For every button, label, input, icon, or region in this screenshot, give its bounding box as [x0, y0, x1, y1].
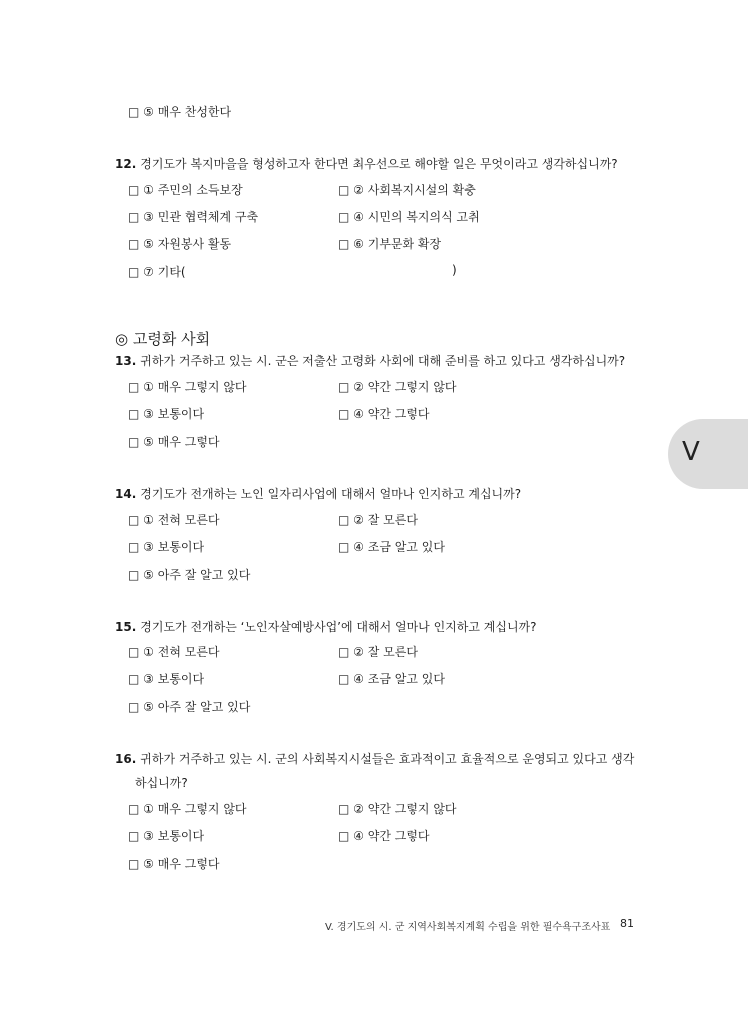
q14-question [115, 485, 521, 502]
q16-option-2[interactable]: □ ② 약간 그렇지 않다 [338, 802, 457, 816]
q14-text: 경기도가 전개하는 노인 일자리사업에 대해서 얼마나 인지하고 계십니까? [140, 487, 522, 501]
q12-question [115, 155, 618, 172]
q14-option-2[interactable]: □ ② 잘 모른다 [338, 513, 418, 527]
section-title-aging-society: ◎ 고령화 사회 [115, 330, 211, 348]
q13-question [115, 352, 625, 369]
q15-option-1[interactable]: □ ① 전혀 모른다 [128, 645, 220, 659]
q12-option-3[interactable]: □ ③ 민관 협력체계 구축 [128, 210, 259, 224]
q12-option-7-close: ) [452, 263, 457, 277]
q12-option-2[interactable]: □ ② 사회복지시설의 확충 [338, 183, 476, 197]
q12-option-7[interactable]: □ ⑦ 기타( [128, 265, 186, 279]
footer-text: V. 경기도의 시. 군 지역사회복지계획 수립을 위한 필수욕구조사표 [325, 922, 611, 933]
q14-option-5[interactable]: □ ⑤ 아주 잘 알고 있다 [128, 568, 251, 582]
q14-option-4[interactable]: □ ④ 조금 알고 있다 [338, 540, 445, 554]
q12-option-1[interactable]: □ ① 주민의 소득보장 [128, 183, 243, 197]
q16-text-continued: 하십니까? [135, 776, 188, 790]
q12-option-4[interactable]: □ ④ 시민의 복지의식 고취 [338, 210, 480, 224]
q13-number: 13. [115, 354, 137, 368]
q15-number: 15. [115, 620, 137, 634]
q13-text: 귀하가 거주하고 있는 시. 군은 저출산 고령화 사회에 대해 준비를 하고 있다고 생각하십니까? [140, 354, 626, 368]
q12-option-5[interactable]: □ ⑤ 자원봉사 활동 [128, 237, 232, 251]
q12-number: 12. [115, 157, 137, 171]
q12-text: 경기도가 복지마을을 형성하고자 한다면 최우선으로 해야할 일은 무엇이라고 생각하십니까? [140, 157, 618, 171]
q14-option-3[interactable]: □ ③ 보통이다 [128, 540, 205, 554]
chapter-side-tab [668, 419, 748, 489]
q16-option-1[interactable]: □ ① 매우 그렇지 않다 [128, 802, 247, 816]
q13-option-1[interactable]: □ ① 매우 그렇지 않다 [128, 380, 247, 394]
q15-text: 경기도가 전개하는 ‘노인자살예방사업’에 대해서 얼마나 인지하고 계십니까? [140, 620, 537, 634]
q15-option-5[interactable]: □ ⑤ 아주 잘 알고 있다 [128, 700, 251, 714]
chapter-side-tab-label: V [682, 437, 700, 467]
q16-option-4[interactable]: □ ④ 약간 그렇다 [338, 829, 430, 843]
q15-option-3[interactable]: □ ③ 보통이다 [128, 672, 205, 686]
q13-option-2[interactable]: □ ② 약간 그렇지 않다 [338, 380, 457, 394]
q16-number: 16. [115, 752, 137, 766]
q16-option-5[interactable]: □ ⑤ 매우 그렇다 [128, 857, 220, 871]
q16-option-3[interactable]: □ ③ 보통이다 [128, 829, 205, 843]
q12-option-6[interactable]: □ ⑥ 기부문화 확장 [338, 237, 442, 251]
q15-option-2[interactable]: □ ② 잘 모른다 [338, 645, 418, 659]
q14-number: 14. [115, 487, 137, 501]
q13-option-3[interactable]: □ ③ 보통이다 [128, 407, 205, 421]
q16-text: 귀하가 거주하고 있는 시. 군의 사회복지시설들은 효과적이고 효율적으로 운영되고 있다고 생각 [140, 752, 635, 766]
q13-option-4[interactable]: □ ④ 약간 그렇다 [338, 407, 430, 421]
page-number: 81 [620, 917, 634, 930]
q11-option-5[interactable]: □ ⑤ 매우 찬성한다 [128, 105, 232, 119]
q13-option-5[interactable]: □ ⑤ 매우 그렇다 [128, 435, 220, 449]
q16-question [115, 750, 634, 767]
q14-option-1[interactable]: □ ① 전혀 모른다 [128, 513, 220, 527]
q15-question [115, 618, 537, 635]
q15-option-4[interactable]: □ ④ 조금 알고 있다 [338, 672, 445, 686]
